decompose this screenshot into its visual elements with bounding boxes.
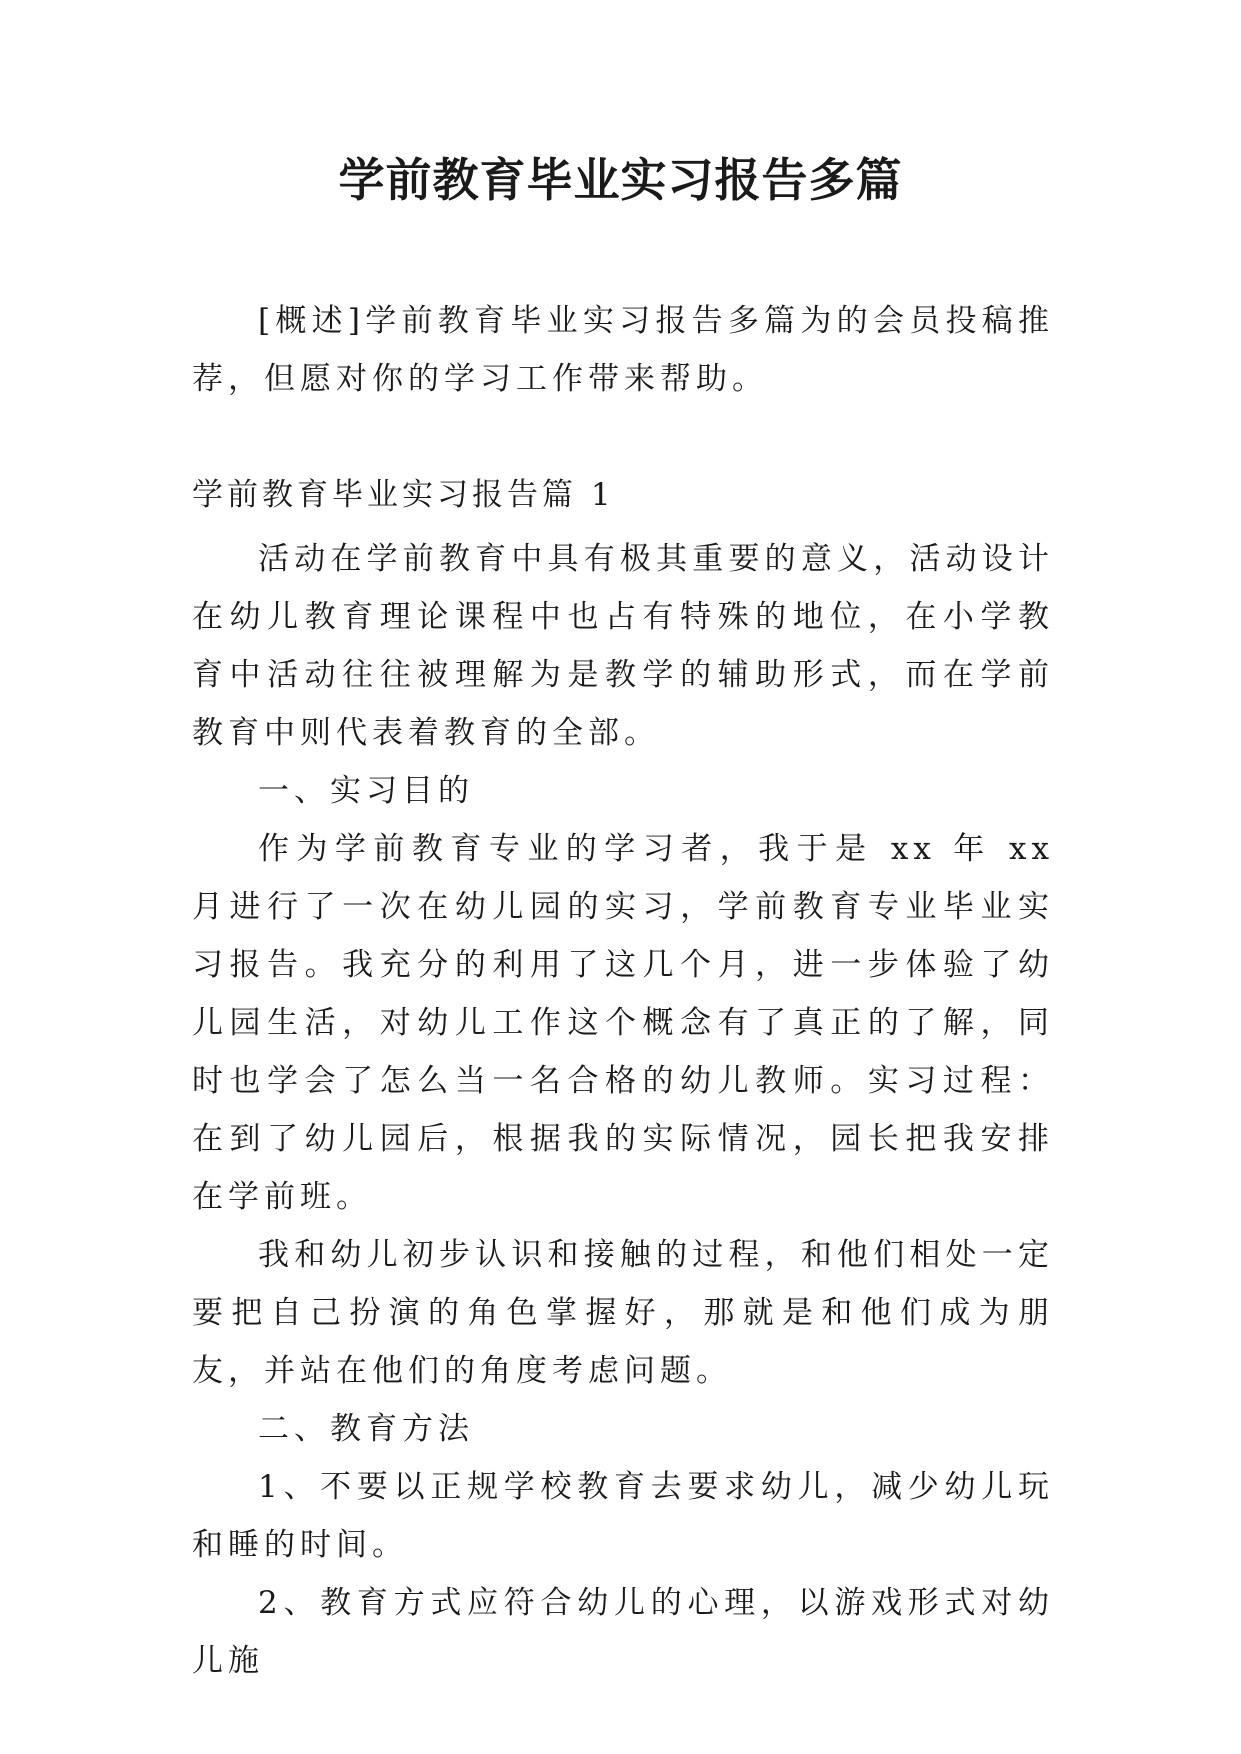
paragraph-intro: 活动在学前教育中具有极其重要的意义，活动设计在幼儿教育理论课程中也占有特殊的地位，在小学教育中活动往往被理解为是教学的辅助形式，而在学前教育中则代表着教育的全部。	[192, 541, 1054, 751]
summary-paragraph: [概述]学前教育毕业实习报告多篇为的会员投稿推荐，但愿对你的学习工作带来帮助。	[192, 303, 1054, 397]
section-heading: 学前教育毕业实习报告篇 1	[192, 477, 615, 513]
list-item-method-1: 1、不要以正规学校教育去要求幼儿，减少幼儿玩和睡的时间。	[192, 1469, 1054, 1563]
document-body	[192, 292, 1054, 1690]
heading-education-methods: 二、教育方法	[258, 1411, 474, 1447]
paragraph-internship-purpose: 作为学前教育专业的学习者，我于是 xx 年 xx 月进行了一次在幼儿园的实习，学前教育专业毕业实习报告。我充分的利用了这几个月，进一步体验了幼儿园生活，对幼儿工作这个概念有了真正的了解，同时也学会了怎么当一名合格的幼儿教师。实习过程：在到了幼儿园后，根据我的实际情况，园长把我安排在学前班。	[192, 831, 1054, 1215]
document-title: 学前教育毕业实习报告多篇	[338, 153, 903, 207]
list-item-method-2: 2、教育方式应符合幼儿的心理，以游戏形式对幼儿施	[192, 1585, 1054, 1679]
heading-internship-purpose: 一、实习目的	[258, 773, 474, 809]
paragraph-getting-to-know: 我和幼儿初步认识和接触的过程，和他们相处一定要把自己扮演的角色掌握好，那就是和他们成为朋友，并站在他们的角度考虑问题。	[192, 1237, 1054, 1389]
